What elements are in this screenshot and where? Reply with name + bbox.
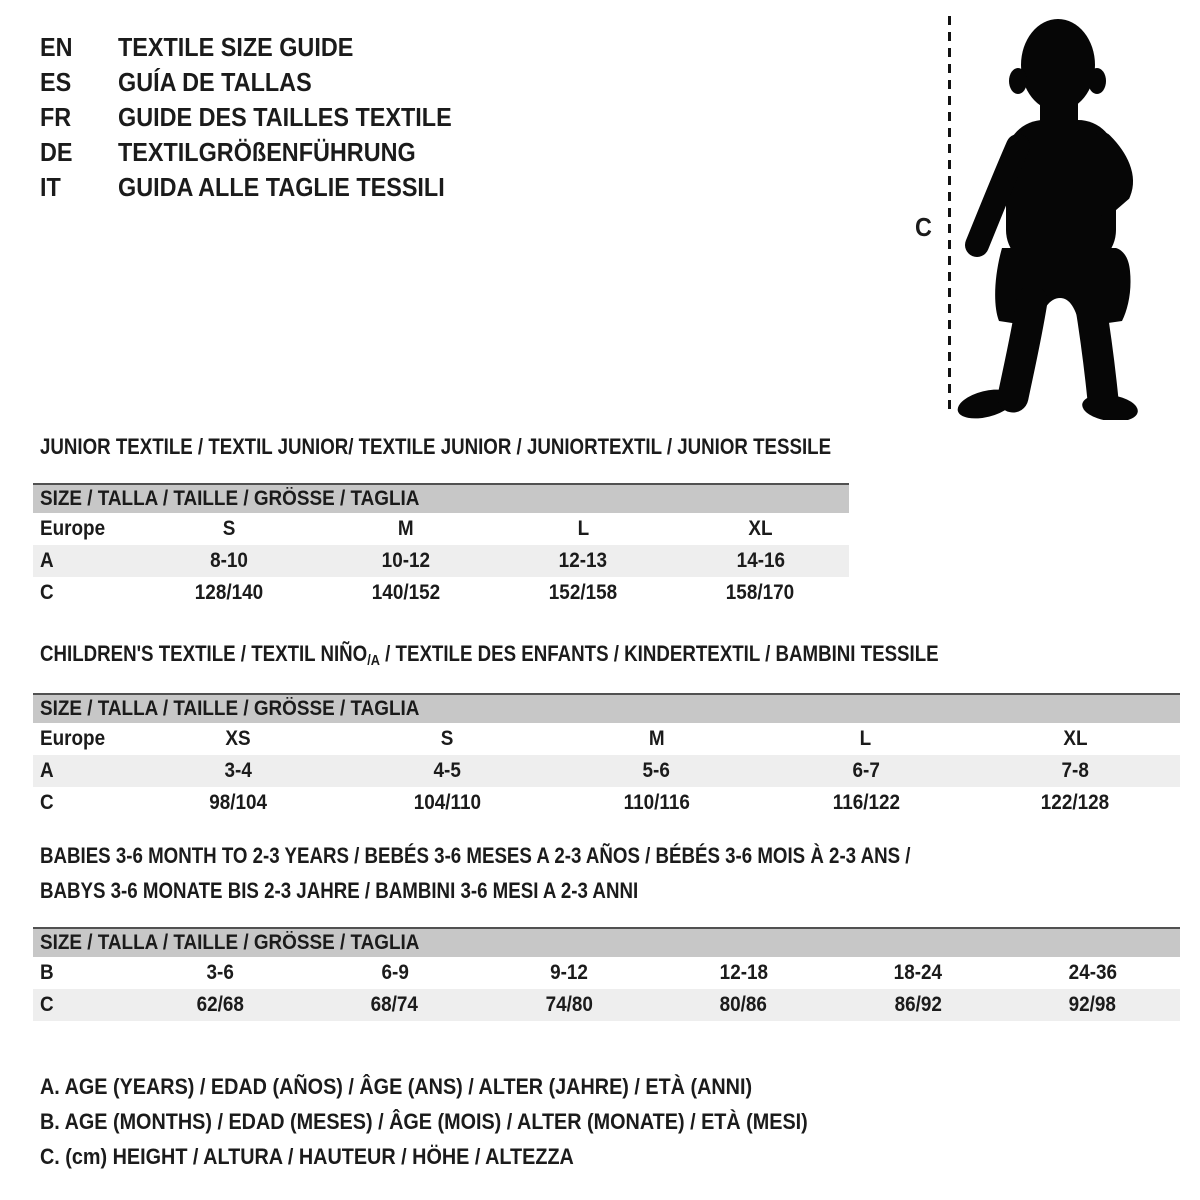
- value-cell: 6-7: [852, 759, 880, 782]
- value-cell: 10-12: [381, 549, 431, 572]
- lang-code: ES: [40, 66, 72, 97]
- lang-code: EN: [40, 31, 73, 62]
- value-cell: 92/98: [1069, 993, 1117, 1016]
- size-cell: S: [440, 727, 454, 750]
- row-label: A: [40, 759, 54, 782]
- height-label: C: [915, 212, 932, 242]
- section-title-children: CHILDREN'S TEXTILE / TEXTIL $NIÑO_{/A}$ / TEXTILE DES ENFANTS / KINDERTEXTIL / BAMBINI TESSILE: [40, 641, 939, 669]
- value-cell: 122/128: [1041, 791, 1110, 814]
- row-label: C: [40, 791, 54, 814]
- value-cell: 12-13: [558, 549, 608, 572]
- value-cell: 80/86: [720, 993, 768, 1016]
- section-title-babies-line2: BABYS 3-6 MONATE BIS 2-3 JAHRE / BAMBINI 3-6 MESI A 2-3 ANNI: [40, 878, 639, 903]
- value-cell: 74/80: [545, 993, 593, 1016]
- table-row: [33, 755, 1180, 787]
- legend-line-c: C. (cm) HEIGHT / ALTURA / HAUTEUR / HÖHE / ALTEZZA: [40, 1144, 574, 1169]
- value-cell: 68/74: [371, 993, 419, 1016]
- section-title-junior: JUNIOR TEXTILE / TEXTIL JUNIOR/ TEXTILE JUNIOR / JUNIORTEXTIL / JUNIOR TESSILE: [40, 434, 832, 459]
- value-cell: 8-10: [209, 549, 248, 572]
- row-label: C: [40, 993, 54, 1016]
- legend-line-b: B. AGE (MONTHS) / EDAD (MESES) / ÂGE (MOIS) / ALTER (MONATE) / ETÀ (MESI): [40, 1109, 808, 1134]
- lang-title: GUIDE DES TAILLES TEXTILE: [118, 101, 452, 132]
- lang-row-it: [40, 172, 481, 202]
- table-row: [33, 577, 849, 609]
- lang-row-es: [40, 67, 333, 97]
- value-cell: 3-6: [206, 961, 234, 984]
- value-cell: 6-9: [381, 961, 409, 984]
- size-cell: M: [398, 517, 414, 540]
- value-cell: 158/170: [726, 581, 795, 604]
- lang-title: TEXTILE SIZE GUIDE: [118, 31, 354, 62]
- value-cell: 7-8: [1061, 759, 1089, 782]
- size-cell: XL: [748, 517, 773, 540]
- section-title-babies-line1: BABIES 3-6 MONTH TO 2-3 YEARS / BEBÉS 3-6 MESES A 2-3 AÑOS / BÉBÉS 3-6 MOIS À 2-3 ANS /: [40, 843, 911, 868]
- size-table-children: [33, 693, 1180, 819]
- lang-code: DE: [40, 136, 73, 167]
- value-cell: 14-16: [736, 549, 785, 572]
- value-cell: 12-18: [719, 961, 768, 984]
- legend-line-a: A. AGE (YEARS) / EDAD (AÑOS) / ÂGE (ANS) / ALTER (JAHRE) / ETÀ (ANNI): [40, 1074, 753, 1099]
- row-label: B: [40, 961, 54, 984]
- size-table-babies: [33, 927, 1180, 1021]
- value-cell: 104/110: [413, 791, 481, 814]
- value-cell: 152/158: [548, 581, 618, 604]
- row-label: C: [40, 581, 54, 604]
- lang-title: GUIDA ALLE TAGLIE TESSILI: [118, 171, 445, 202]
- size-header-bar: SIZE / TALLA / TAILLE / GRÖSSE / TAGLIA: [33, 483, 849, 513]
- size-cell: L: [860, 727, 872, 750]
- size-cell: S: [222, 517, 235, 540]
- value-cell: 128/140: [194, 581, 263, 604]
- value-cell: 86/92: [894, 993, 942, 1016]
- lang-row-en: [40, 32, 379, 62]
- size-cell: L: [577, 517, 589, 540]
- value-cell: 5-6: [642, 759, 671, 782]
- value-cell: 140/152: [371, 581, 441, 604]
- value-cell: 98/104: [208, 791, 267, 814]
- lang-code: FR: [40, 101, 72, 132]
- table-row: [33, 957, 1180, 989]
- value-cell: 24-36: [1068, 961, 1117, 984]
- table-header-row: [33, 723, 1180, 755]
- region-label: Europe: [40, 517, 106, 540]
- size-cell: XS: [225, 727, 251, 750]
- table-row: [33, 787, 1180, 819]
- lang-title: TEXTILGRÖßENFÜHRUNG: [118, 136, 416, 167]
- value-cell: 18-24: [894, 961, 943, 984]
- size-table-junior: [33, 483, 849, 609]
- value-cell: 110/116: [623, 791, 690, 814]
- size-cell: M: [648, 727, 665, 750]
- table-row: [33, 545, 849, 577]
- row-label: A: [40, 549, 54, 572]
- lang-row-de: [40, 137, 449, 167]
- lang-code: IT: [40, 171, 61, 202]
- size-header-bar: SIZE / TALLA / TAILLE / GRÖSSE / TAGLIA: [33, 927, 1180, 957]
- size-header-bar: SIZE / TALLA / TAILLE / GRÖSSE / TAGLIA: [33, 693, 1180, 723]
- value-cell: 62/68: [196, 993, 244, 1016]
- lang-title: GUÍA DE TALLAS: [118, 66, 312, 97]
- nino-a-subscript: /A: [367, 652, 380, 669]
- value-cell: 4-5: [433, 759, 461, 782]
- value-cell: 3-4: [224, 759, 252, 782]
- height-dashed-line: [948, 16, 951, 416]
- region-label: Europe: [40, 727, 106, 750]
- lang-row-fr: [40, 102, 489, 132]
- value-cell: 116/122: [832, 791, 900, 814]
- table-header-row: [33, 513, 849, 545]
- value-cell: 9-12: [550, 961, 589, 984]
- size-cell: XL: [1063, 727, 1088, 750]
- table-row: [33, 989, 1180, 1021]
- toddler-silhouette-icon: [952, 8, 1150, 420]
